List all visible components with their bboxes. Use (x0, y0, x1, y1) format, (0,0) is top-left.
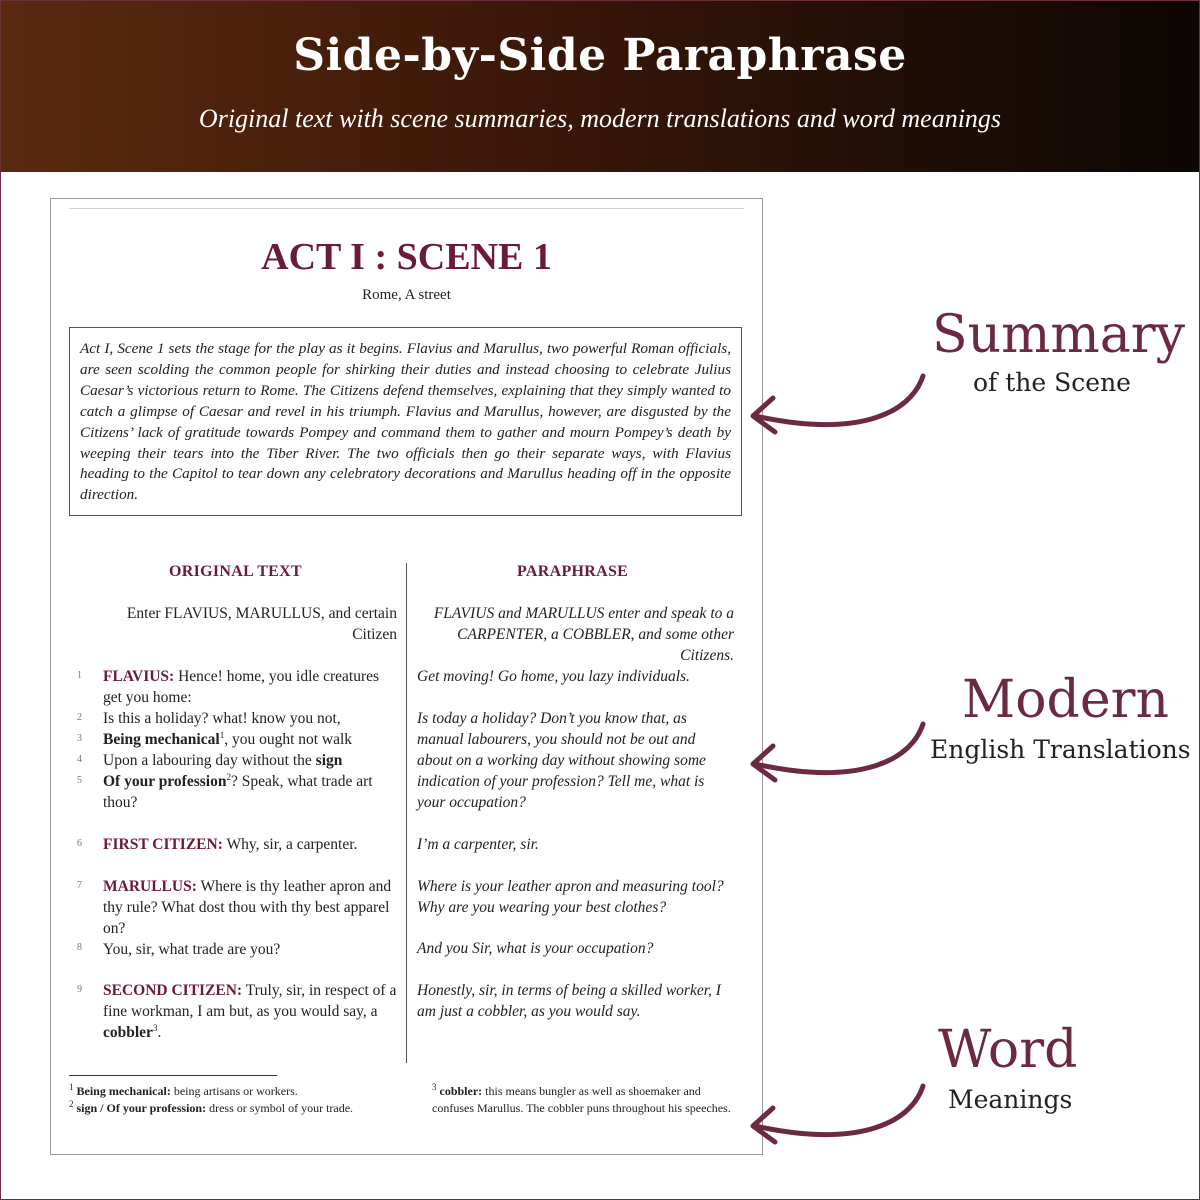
paraphrase-line: And you Sir, what is your occupation? (417, 940, 654, 957)
footnote-number: 3 (432, 1082, 437, 1092)
annotation-word-subtitle: Meanings (948, 1085, 1073, 1114)
footnote-term: cobbler: (439, 1084, 483, 1098)
speaker-name: FLAVIUS: (103, 668, 175, 685)
original-line (103, 750, 399, 771)
footnote-text: being artisans or workers. (170, 1084, 298, 1098)
arrow-to-translation-icon (745, 718, 935, 793)
line-text: Hence! home, you idle creatures get you home: (103, 668, 380, 706)
speech-first-citizen (103, 834, 399, 855)
speaker-name: FIRST CITIZEN: (103, 836, 223, 853)
line-text: Upon a labouring day without the (103, 752, 316, 769)
footnote-text: dress or symbol of your trade. (206, 1101, 354, 1115)
line-number: 5 (77, 775, 82, 786)
line-number: 9 (77, 984, 82, 995)
paraphrase-heading: PARAPHRASE (517, 563, 629, 580)
footnote-term: sign / Of your profession: (76, 1101, 207, 1115)
footnote-number: 1 (69, 1082, 74, 1092)
page-top-rule (69, 208, 744, 209)
arrow-to-summary-icon (745, 370, 935, 445)
footnote-text: this means bungler as well as shoemaker and confuses Marullus. The cobbler puns throughout his speeches. (432, 1084, 731, 1115)
annotation-modern-title: Modern (962, 670, 1169, 730)
line-text: . (157, 1024, 162, 1041)
speaker-name: SECOND CITIZEN: (103, 982, 243, 999)
page-title: Side-by-Side Paraphrase (293, 30, 907, 81)
paraphrase-line: Get moving! Go home, you lazy individuals. (417, 668, 690, 685)
glossed-term: cobbler (103, 1024, 153, 1041)
line-number: 3 (77, 733, 82, 744)
line-number: 8 (77, 942, 82, 953)
line-text: Truly, sir, in respect of a fine workman, I am but, as you would say, a (103, 982, 397, 1020)
paraphrase-line: I’m a carpenter, sir. (417, 836, 539, 853)
annotation-summary-subtitle: of the Scene (973, 368, 1131, 397)
original-line (103, 729, 399, 750)
speech-marullus (103, 876, 399, 960)
stage-direction-original: Enter FLAVIUS, MARULLUS, and certain Citizen (126, 605, 397, 643)
annotation-modern-subtitle: English Translations (930, 735, 1191, 764)
footnote-number: 2 (69, 1099, 74, 1109)
paraphrase-line: Where is your leather apron and measuring tool? Why are you wearing your best clothes? (417, 878, 724, 916)
line-text: Why, sir, a carpenter. (222, 836, 358, 853)
header-banner (0, 0, 1200, 172)
footnote-term: Being mechanical: (76, 1084, 171, 1098)
line-number: 1 (77, 670, 82, 681)
line-text: , you ought not walk (224, 731, 353, 748)
scene-summary-box: Act I, Scene 1 sets the stage for the play as it begins. Flavius and Marullus, two powerful Roman officials, are seen scolding the common people for shirking their duties and instead choosing to celebrate Julius Caesar’s victorious return to Rome. The Citizens defend themselves, explaining that they simply wanted to catch a glimpse of Caesar and revel in his triumph. Flavius and Marullus, however, are disgusted by the Citizens’ lack of gratitude towards Pompey and command them to gather and mourn Pompey’s death by weeping their tears into the Tiber River. The two officials then go their separate ways, with Flavius heading to the Capitol to tear down any celebratory decorations and Marullus heading off in the opposite direction. (69, 327, 742, 516)
footnote-1 (69, 1083, 399, 1100)
page-subtitle: Original text with scene summaries, modern translations and word meanings (198, 104, 1002, 133)
footnote-3 (432, 1083, 732, 1117)
footnote-2 (69, 1100, 399, 1117)
arrow-to-footnotes-icon (745, 1080, 935, 1155)
line-number: 6 (77, 838, 82, 849)
original-line (103, 771, 399, 813)
paraphrase-line: Honestly, sir, in terms of being a skilled worker, I am just a cobbler, as you would say. (417, 982, 721, 1020)
original-text-heading: ORIGINAL TEXT (169, 563, 302, 580)
stage-direction-paraphrase: FLAVIUS and MARULLUS enter and speak to a CARPENTER, a COBBLER, and some other Citizens. (433, 605, 734, 664)
footnote-ref: 1 (219, 729, 225, 740)
glossed-term: Being mechanical (103, 731, 220, 748)
footnote-rule (69, 1075, 277, 1076)
speech-flavius (103, 666, 399, 813)
column-divider (406, 563, 407, 1063)
original-line (103, 876, 399, 939)
paraphrase-line: Is today a holiday? Don’t you know that, as manual labourers, you should not be out and about on a working day without showing some indication of your profession? Tell me, what is your occupation? (417, 710, 706, 811)
glossed-term: Of your profession (103, 773, 227, 790)
sample-page (50, 198, 763, 1155)
original-line: Is this a holiday? what! know you not, (103, 710, 341, 727)
line-text: Where is thy leather apron and thy rule? What dost thou with thy best apparel on? (103, 878, 392, 937)
original-line: You, sir, what trade are you? (103, 941, 281, 958)
line-text: ? Speak, what trade art thou? (103, 773, 373, 811)
scene-setting: Rome, A street (362, 287, 451, 303)
footnote-ref: 2 (226, 771, 231, 782)
line-number: 2 (77, 712, 82, 723)
annotation-word-title: Word (938, 1020, 1078, 1080)
line-number: 4 (77, 754, 82, 765)
glossed-term: sign (315, 752, 343, 769)
speaker-name: MARULLUS: (103, 878, 197, 895)
speech-second-citizen (103, 980, 399, 1043)
footnote-ref: 3 (152, 1022, 158, 1033)
line-number: 7 (77, 880, 82, 891)
annotation-summary-title: Summary (932, 305, 1185, 365)
original-line (103, 666, 399, 708)
act-scene-title: ACT I : SCENE 1 (261, 236, 552, 278)
